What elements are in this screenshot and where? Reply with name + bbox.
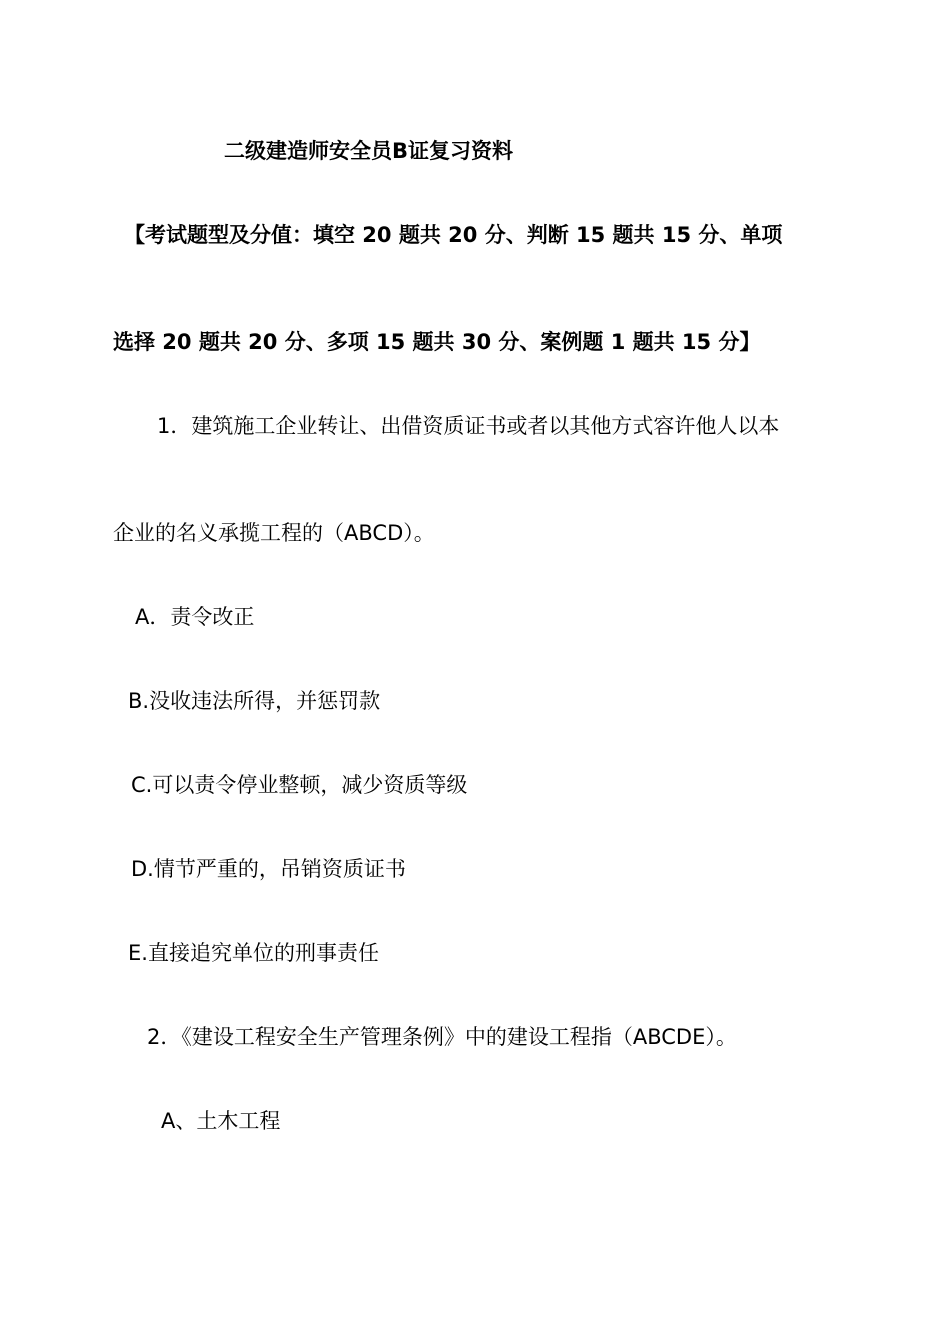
question-1-stem-line-2: 企业的名义承揽工程的（ABCD）。 (113, 521, 435, 545)
question-1-option-e: E.直接追究单位的刑事责任 (128, 941, 379, 965)
question-1-option-d: D.情节严重的，吊销资质证书 (131, 857, 406, 881)
question-1-option-c: C.可以责令停业整顿，减少资质等级 (131, 773, 468, 797)
question-2-option-a: A、土木工程 (161, 1109, 281, 1133)
question-1-option-a: A．责令改正 (135, 605, 255, 629)
question-2-stem: 2．《建设工程安全生产管理条例》中的建设工程指（ABCDE）。 (147, 1025, 737, 1049)
question-1-option-b: B.没收违法所得，并惩罚款 (128, 689, 381, 713)
question-1-stem-line-1: 1．建筑施工企业转让、出借资质证书或者以其他方式容许他人以本 (157, 414, 780, 438)
exam-info-line-1: 【考试题型及分值：填空 20 题共 20 分、判断 15 题共 15 分、单项 (124, 223, 783, 247)
document-title: 二级建造师安全员B证复习资料 (224, 139, 514, 163)
exam-info-line-2: 选择 20 题共 20 分、多项 15 题共 30 分、案例题 1 题共 15 分】 (113, 330, 761, 354)
